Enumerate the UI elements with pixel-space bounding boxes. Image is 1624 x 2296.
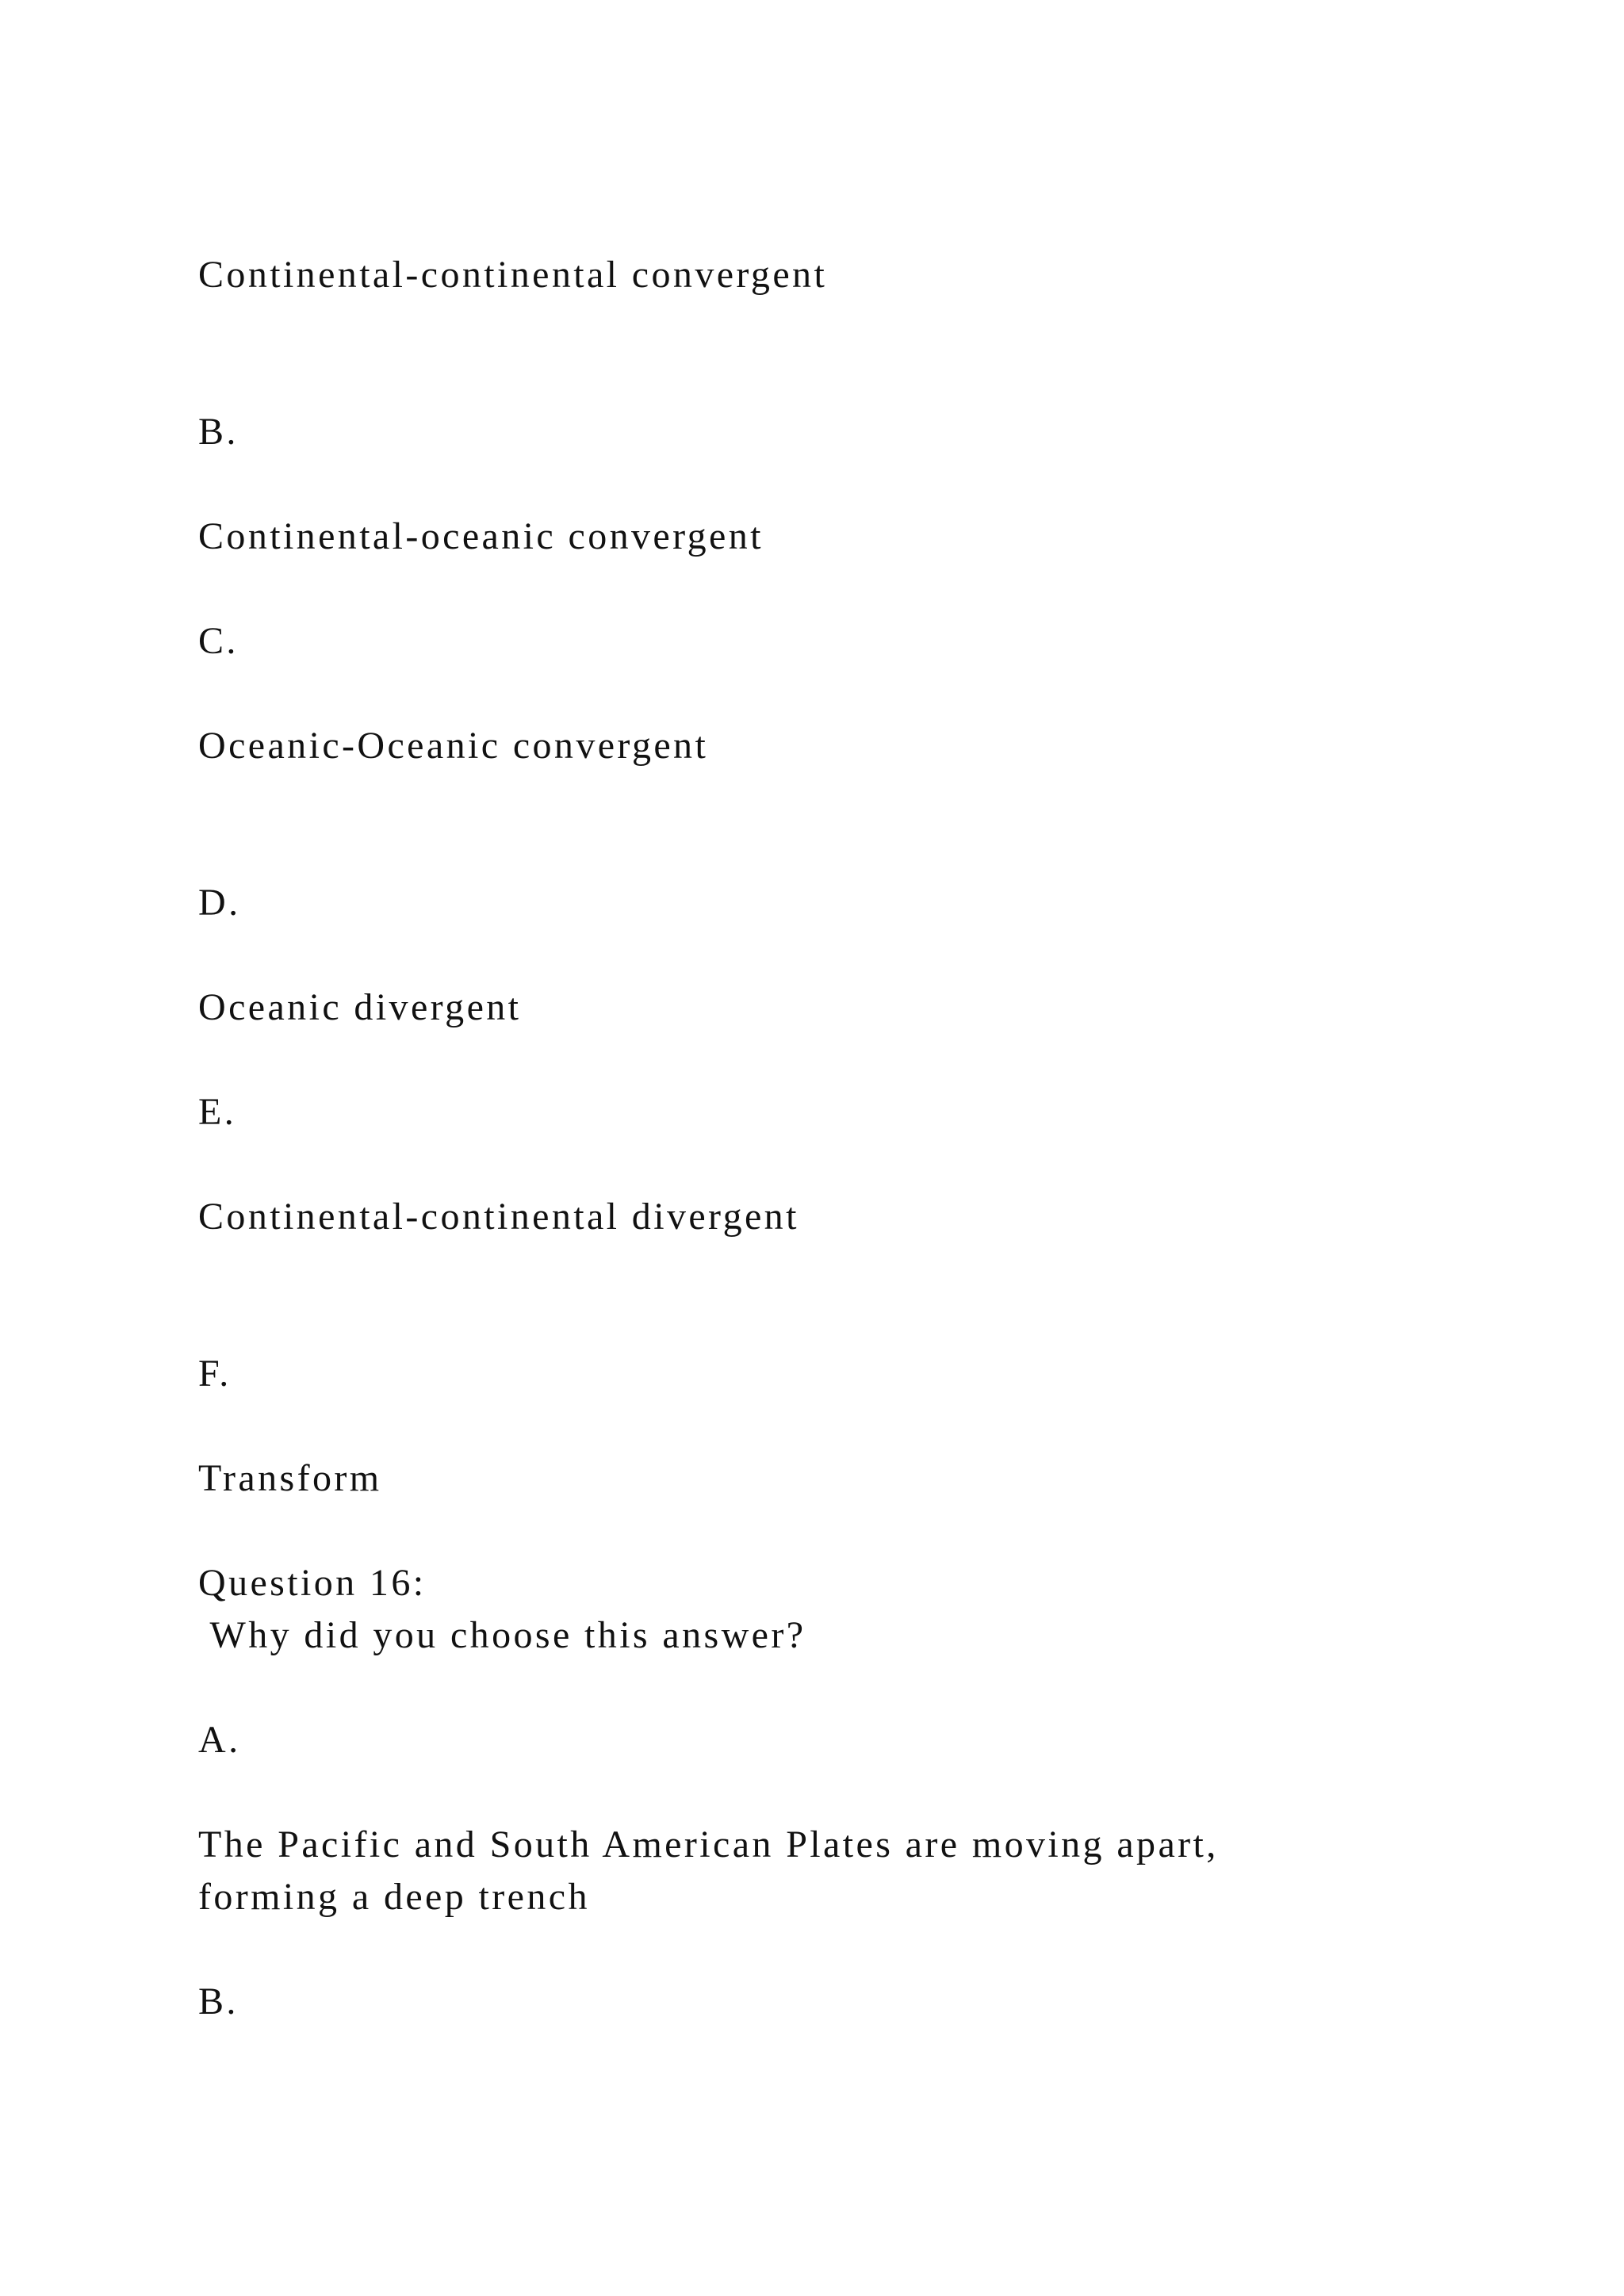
q16-option-a-letter: A. xyxy=(198,1719,241,1761)
q15-option-b-text: Continental-oceanic convergent xyxy=(198,515,764,557)
q15-option-d-text: Oceanic divergent xyxy=(198,986,522,1028)
q16-heading: Question 16: xyxy=(198,1562,427,1604)
q15-option-b-letter: B. xyxy=(198,411,239,453)
q15-option-e-text: Continental-continental divergent xyxy=(198,1196,799,1238)
q15-option-c-text: Oceanic-Oceanic convergent xyxy=(198,725,709,767)
q15-option-f-letter: F. xyxy=(198,1353,232,1395)
q15-option-c-letter: C. xyxy=(198,620,239,662)
q15-option-a-text: Continental-continental convergent xyxy=(198,254,828,296)
q16-option-a-text-line2: forming a deep trench xyxy=(198,1876,590,1918)
q15-option-f-text: Transform xyxy=(198,1457,382,1499)
q15-option-d-letter: D. xyxy=(198,882,241,924)
q16-option-b-letter: B. xyxy=(198,1980,239,2022)
q16-option-a-text-line1: The Pacific and South American Plates are moving apart, xyxy=(198,1823,1219,1866)
q15-option-e-letter: E. xyxy=(198,1091,237,1133)
q16-prompt: Why did you choose this answer? xyxy=(198,1614,806,1656)
